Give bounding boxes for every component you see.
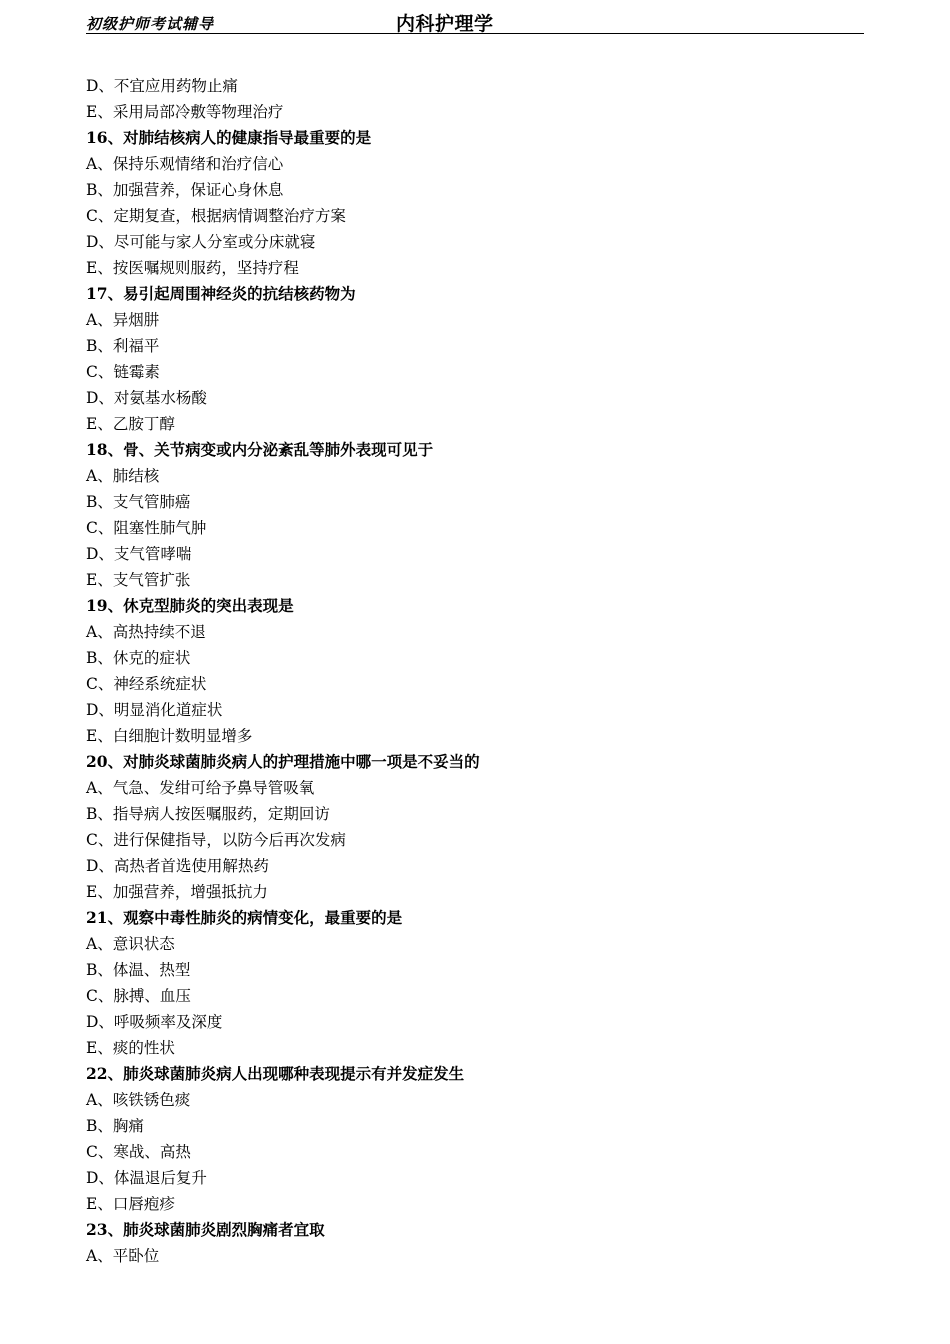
answer-option: D、对氨基水杨酸 — [86, 389, 207, 407]
question-stem: 19、休克型肺炎的突出表现是 — [86, 596, 294, 615]
question-stem: 21、观察中毒性肺炎的病情变化，最重要的是 — [86, 908, 403, 927]
question-stem: 17、易引起周围神经炎的抗结核药物为 — [86, 284, 356, 303]
answer-option: B、休克的症状 — [86, 649, 191, 667]
answer-option: A、气急、发绀可给予鼻导管吸氧 — [86, 779, 315, 797]
answer-option: A、平卧位 — [86, 1247, 160, 1265]
answer-option: E、按医嘱规则服药，坚持疗程 — [86, 259, 299, 277]
answer-option: A、意识状态 — [86, 935, 175, 953]
answer-option: B、利福平 — [86, 337, 160, 355]
answer-option: E、痰的性状 — [86, 1039, 175, 1057]
answer-option: E、加强营养，增强抵抗力 — [86, 883, 268, 901]
answer-option: D、不宜应用药物止痛 — [86, 77, 238, 95]
question-stem: 20、对肺炎球菌肺炎病人的护理措施中哪一项是不妥当的 — [86, 752, 480, 771]
answer-option: D、呼吸频率及深度 — [86, 1013, 223, 1031]
answer-option: D、高热者首选使用解热药 — [86, 857, 269, 875]
answer-option: A、保持乐观情绪和治疗信心 — [86, 155, 284, 173]
page-header — [86, 8, 864, 34]
answer-option: A、肺结核 — [86, 467, 160, 485]
answer-option: D、明显消化道症状 — [86, 701, 223, 719]
answer-option: E、支气管扩张 — [86, 571, 191, 589]
answer-option: C、进行保健指导，以防今后再次发病 — [86, 831, 346, 849]
answer-option: C、阻塞性肺气肿 — [86, 519, 207, 537]
answer-option: C、定期复查，根据病情调整治疗方案 — [86, 207, 346, 225]
question-stem: 23、肺炎球菌肺炎剧烈胸痛者宜取 — [86, 1220, 325, 1239]
answer-option: E、乙胺丁醇 — [86, 415, 175, 433]
answer-option: C、链霉素 — [86, 363, 160, 381]
answer-option: B、体温、热型 — [86, 961, 191, 979]
answer-option: D、体温退后复升 — [86, 1169, 207, 1187]
answer-option: E、采用局部冷敷等物理治疗 — [86, 103, 284, 121]
answer-option: D、尽可能与家人分室或分床就寝 — [86, 233, 316, 251]
question-stem: 18、骨、关节病变或内分泌紊乱等肺外表现可见于 — [86, 440, 434, 459]
header-subject-title: 内科护理学 — [396, 13, 494, 35]
answer-option: D、支气管哮喘 — [86, 545, 192, 563]
answer-option: C、寒战、高热 — [86, 1143, 191, 1161]
answer-option: A、高热持续不退 — [86, 623, 206, 641]
question-stem: 22、肺炎球菌肺炎病人出现哪种表现提示有并发症发生 — [86, 1064, 465, 1083]
answer-option: E、白细胞计数明显增多 — [86, 727, 253, 745]
answer-option: E、口唇疱疹 — [86, 1195, 175, 1213]
question-stem: 16、对肺结核病人的健康指导最重要的是 — [86, 128, 372, 147]
answer-option: B、胸痛 — [86, 1117, 144, 1135]
header-book-title: 初级护师考试辅导 — [86, 15, 215, 33]
answer-option: A、咳铁锈色痰 — [86, 1091, 191, 1109]
answer-option: B、支气管肺癌 — [86, 493, 191, 511]
document-body — [86, 73, 864, 1269]
answer-option: B、加强营养，保证心身休息 — [86, 181, 284, 199]
answer-option: C、神经系统症状 — [86, 675, 207, 693]
answer-option: C、脉搏、血压 — [86, 987, 191, 1005]
answer-option: A、异烟肼 — [86, 311, 160, 329]
answer-option: B、指导病人按医嘱服药，定期回访 — [86, 805, 330, 823]
